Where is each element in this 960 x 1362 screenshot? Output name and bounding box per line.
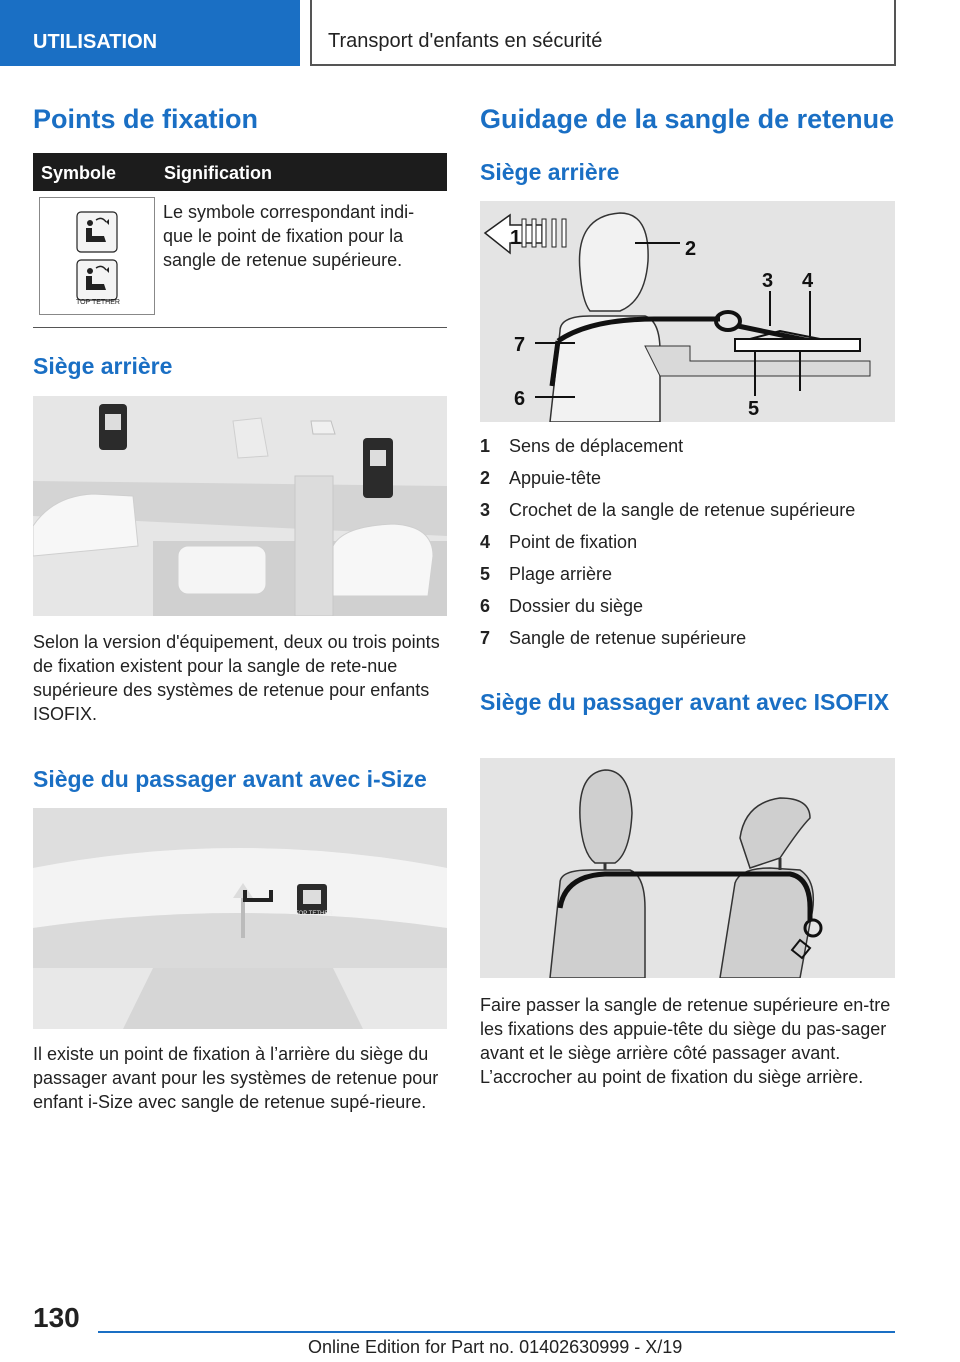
subtitle-rear-seat-left: Siège arrière: [33, 353, 173, 379]
top-tether-icon-caption: TOP TETHER: [76, 299, 120, 306]
legend-item: [480, 498, 895, 530]
section-title-guidage: Guidage de la sangle de retenue: [480, 104, 895, 134]
legend-item: [480, 434, 895, 466]
legend-number: 3: [480, 500, 491, 520]
subtitle-passenger-isize: Siège du passager avant avec i-Size: [33, 766, 427, 792]
table-col-symbol: Symbole: [41, 163, 117, 183]
table-col-meaning: Signification: [164, 163, 272, 183]
header-chapter-box: [310, 0, 896, 66]
isofix-description: Faire passer la sangle de retenue supérieure en-tre les fixations des appuie-tête du siège du pas-sager avant et le siège arrière côté passager avant. L’accrocher au point de fixation du siège arrière.: [480, 995, 891, 1087]
rear-seat-description: Selon la version d'équipement, deux ou trois points de fixation existent pour la sangle de rete-nue supérieure des systèmes de retenue pour enfants ISOFIX.: [33, 632, 440, 724]
header-section-label: UTILISATION: [33, 31, 158, 53]
footer-edition: Online Edition for Part no. 01402630999 - X/19: [308, 1337, 683, 1357]
section-title-points-de-fixation: Points de fixation: [33, 104, 259, 134]
legend-item: [480, 594, 895, 626]
isize-seat-photo: [33, 808, 447, 1029]
legend-label: Point de fixation: [509, 532, 638, 552]
diagram-label-4: 4: [802, 270, 814, 292]
rear-seat-tether-diagram: [480, 201, 895, 422]
diagram-label-2: 2: [685, 238, 697, 260]
diagram-label-6: 6: [514, 388, 526, 410]
legend-item: [480, 562, 895, 594]
legend-item: [480, 626, 895, 658]
diagram-label-5: 5: [748, 398, 760, 420]
legend-number: 1: [480, 436, 491, 456]
legend-number: 5: [480, 564, 491, 584]
top-tether-symbol-box: [39, 197, 155, 315]
diagram-label-7: 7: [514, 334, 526, 356]
table-header: [33, 153, 447, 191]
legend-number: 2: [480, 468, 491, 488]
legend-item: [480, 466, 895, 498]
legend-label: Sens de déplacement: [509, 436, 684, 456]
legend-label: Appuie-tête: [509, 468, 602, 488]
subtitle-passenger-isofix: Siège du passager avant avec ISOFIX: [480, 689, 890, 715]
legend-label: Plage arrière: [509, 564, 613, 584]
rear-shelf-photo: [33, 396, 447, 616]
diagram-legend: [480, 434, 895, 658]
header-chapter-label: Transport d'enfants en sécurité: [328, 30, 603, 52]
header-section-tab: [0, 0, 300, 66]
footer-rule: [98, 1331, 895, 1333]
table-meaning-text: Le symbole correspondant indi-que le point de fixation pour la sangle de retenue supérieure.: [163, 202, 415, 270]
page-number: 130: [33, 1302, 80, 1333]
legend-label: Dossier du siège: [509, 596, 644, 616]
diagram-label-3: 3: [762, 270, 774, 292]
legend-label: Crochet de la sangle de retenue supérieure: [509, 500, 856, 520]
legend-item: [480, 530, 895, 562]
table-bottom-rule: [33, 327, 447, 328]
isofix-tether-diagram: [480, 758, 895, 978]
diagram-label-1: 1: [510, 227, 522, 249]
isize-description: Il existe un point de fixation à l’arrière du siège du passager avant pour les systèmes de retenue pour enfant i-Size avec sangle de retenue supé-rieure.: [33, 1044, 439, 1112]
legend-number: 6: [480, 596, 491, 616]
isize-photo-caption: TOP TETHER: [295, 911, 333, 917]
subtitle-rear-seat-right: Siège arrière: [480, 159, 620, 185]
legend-number: 4: [480, 532, 491, 552]
legend-number: 7: [480, 628, 491, 648]
legend-label: Sangle de retenue supérieure: [509, 628, 747, 648]
